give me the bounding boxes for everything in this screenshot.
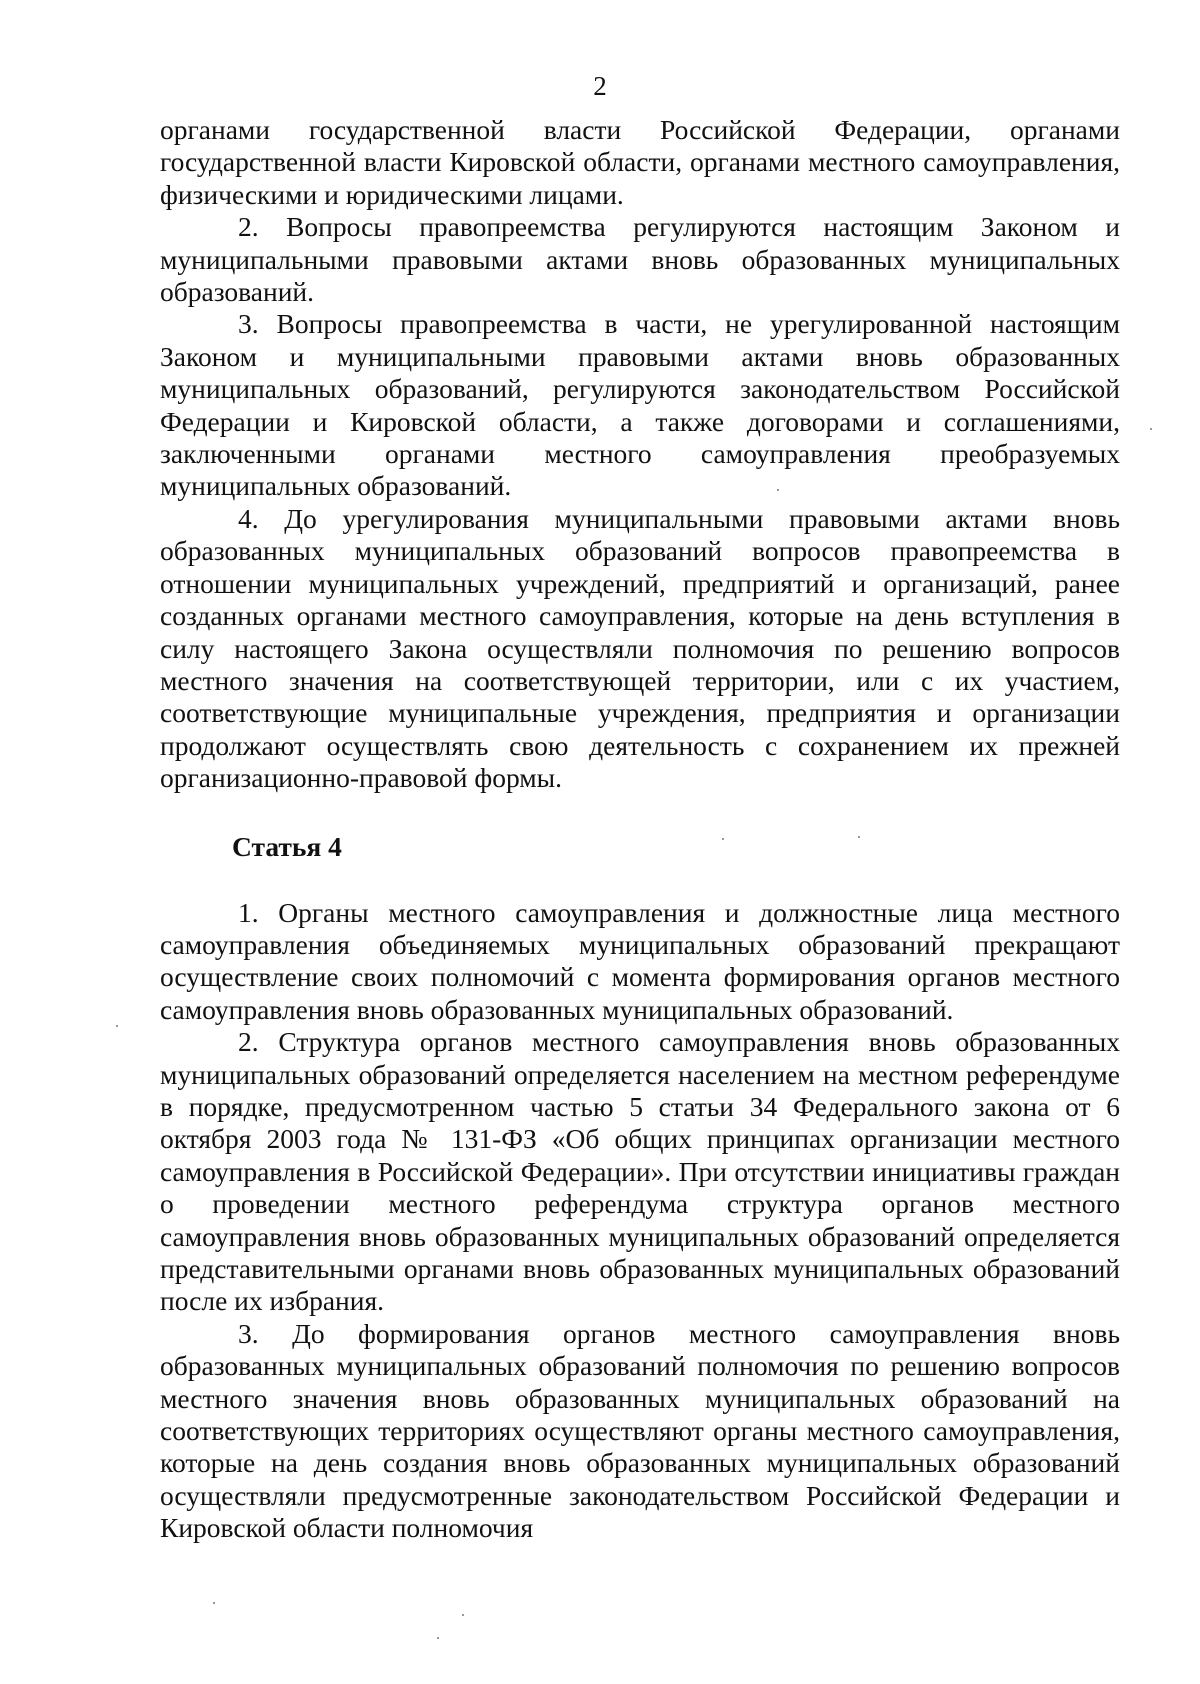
- document-body: [160, 114, 1120, 1545]
- scan-speck: [1150, 428, 1152, 430]
- scan-speck: [722, 838, 724, 840]
- scan-speck: [858, 836, 860, 838]
- scan-speck: [116, 1025, 118, 1027]
- scan-speck: [437, 1637, 439, 1639]
- paragraph-item-3: 3. Вопросы правопреемства в части, не урегулированной настоящим Законом и муниципальными правовыми актами вновь образованных муниципальных образований, регулируются законодательством Российской Федерации и Кировской области, а также договорами и соглашениями, заключенными органами местного самоуправления преобразуемых муниципальных образований.: [160, 308, 1120, 502]
- article4-paragraph-1: 1. Органы местного самоуправления и должностные лица местного самоуправления объединяемых муниципальных образований прекращают осуществление своих полномочий с момента формирования органов местного самоуправления вновь образованных муниципальных образований.: [160, 896, 1120, 1025]
- article-heading: Статья 4: [232, 830, 342, 862]
- scan-speck: [462, 1614, 464, 1616]
- scan-speck: [777, 489, 779, 491]
- paragraph-item-4: 4. До урегулирования муниципальными правовыми актами вновь образованных муниципальных образований вопросов правопреемства в отношении муниципальных учреждений, предприятий и организаций, ранее созданных органами местного самоуправления, которые на день вступления в силу настоящего Закона осуществляли полномочия по решению вопросов местного значения на соответствующей территории, или с их участием, соответствующие муниципальные учреждения, предприятия и организации продолжают осуществлять свою деятельность с сохранением их прежней организационно-правовой формы.: [160, 502, 1120, 794]
- article4-paragraph-3: 3. До формирования органов местного самоуправления вновь образованных муниципальных образований полномочия по решению вопросов местного значения вновь образованных муниципальных образований на соответствующих территориях осуществляют органы местного самоуправления, которые на день создания вновь образованных муниципальных образований осуществляли предусмотренные законодательством Российской Федерации и Кировской области полномочия: [160, 1317, 1120, 1544]
- paragraph-item-2: 2. Вопросы правопреемства регулируются настоящим Законом и муниципальными правовыми актами вновь образованных муниципальных образований.: [160, 211, 1120, 308]
- scan-speck: [213, 1602, 215, 1604]
- article4-paragraph-2: 2. Структура органов местного самоуправления вновь образованных муниципальных образований определяется населением на местном референдуме в порядке, предусмотренном частью 5 статьи 34 Федерального закона от 6 октября 2003 года № 131-ФЗ «Об общих принципах организации местного самоуправления в Российской Федерации». При отсутствии инициативы граждан о проведении местного референдума структура органов местного самоуправления вновь образованных муниципальных образований определяется представительными органами вновь образованных муниципальных образований после их избрания.: [160, 1026, 1120, 1317]
- paragraph-continuation: органами государственной власти Российской Федерации, органами государственной власти Кировской области, органами местного самоуправления, физическими и юридическими лицами.: [160, 114, 1120, 210]
- page-number: 2: [593, 71, 607, 101]
